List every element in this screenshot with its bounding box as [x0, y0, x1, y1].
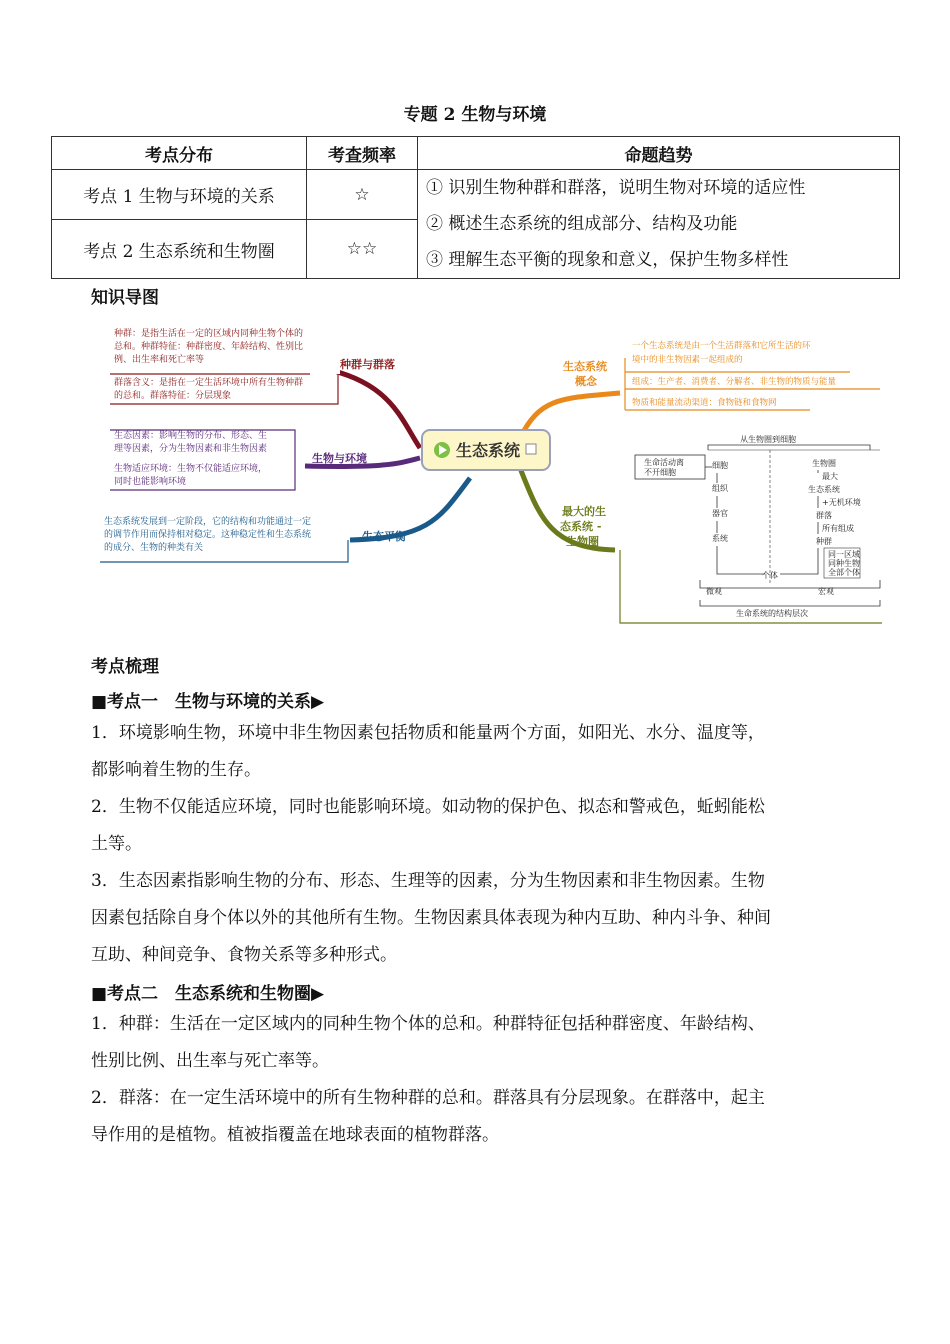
note-text: 种群：是指生活在一定的区域内同种生物个体的: [114, 329, 304, 339]
note-text: 例、出生率和死亡率等: [114, 355, 205, 365]
branch-label-population: 种群与群落: [340, 358, 395, 371]
hierarchy-individual: 个体: [762, 571, 778, 580]
hierarchy-tissue: 组织: [712, 484, 728, 493]
hierarchy-note: 最大: [822, 472, 838, 481]
hierarchy-biosphere: 生物圈: [812, 459, 836, 468]
hierarchy-population: 种群: [816, 537, 832, 546]
hierarchy-organ: 器官: [712, 509, 728, 518]
side-note: 不开细胞: [644, 468, 676, 477]
trend-cell: [418, 170, 900, 279]
branch-label-environment: 生物与环境: [312, 452, 367, 465]
trend-item: ③ 理解生态平衡的现象和意义，保护生物多样性: [426, 250, 789, 270]
topic-cell: 考点 1 生物与环境的关系: [52, 170, 307, 220]
branch-label-concept: 生态系统: [563, 360, 607, 373]
note-text: 生态因素：影响生物的分布、形态、生: [114, 431, 268, 441]
header-frequency: 考查频率: [307, 137, 418, 170]
hierarchy-community: 群落: [816, 511, 832, 520]
paragraph: [91, 1006, 866, 1154]
text-line: 性别比例、出生率与死亡率等。: [91, 1051, 329, 1071]
text-line: 导作用的是植物。植被指覆盖在地球表面的植物群落。: [91, 1125, 499, 1145]
header-trend: 命题趋势: [418, 137, 900, 170]
hierarchy-macro: 宏观: [818, 587, 834, 596]
hierarchy-note: 同一区域: [828, 550, 860, 559]
note-icon: [526, 444, 536, 454]
note-text: 群落含义：是指在一定生活环境中所有生物种群: [114, 378, 304, 388]
text-line: 都影响着生物的生存。: [91, 760, 261, 780]
frequency-cell: ☆☆: [307, 220, 418, 279]
hierarchy-diagram: [635, 434, 880, 618]
branch-label-balance: 生态平衡: [362, 530, 406, 543]
note-text: 组成：生产者、消费者、分解者、非生物的物质与能量: [632, 377, 837, 387]
mindmap-heading: 知识导图: [91, 288, 159, 308]
note-text: 总和。种群特征：种群密度、年龄结构、性别比: [114, 342, 304, 352]
hierarchy-micro: 微观: [706, 587, 722, 596]
hierarchy-bottom-label: 生命系统的结构层次: [736, 609, 808, 618]
text-line: 2．生物不仅能适应环境，同时也能影响环境。如动物的保护色、拟态和警戒色，蚯蚓能松: [91, 797, 765, 817]
trend-item: ② 概述生态系统的组成部分、结构及功能: [426, 214, 738, 234]
trend-item: ① 识别生物种群和群落，说明生物对环境的适应性: [426, 178, 806, 198]
frequency-cell: ☆: [307, 170, 418, 220]
note-text: 同时也能影响环境: [114, 477, 187, 487]
knowledge-mindmap: [100, 318, 882, 624]
note-text: 的成分、生物的种类有关: [104, 543, 204, 553]
hierarchy-note: +无机环境: [822, 498, 861, 507]
note-text: 境中的非生物因素一起组成的: [632, 355, 743, 365]
text-line: 互助、种间竞争、食物关系等多种形式。: [91, 945, 397, 965]
note-text: 理等因素，分为生物因素和非生物因素: [114, 444, 268, 454]
hierarchy-note: 所有组成: [822, 524, 854, 533]
branch-label-concept: 概念: [575, 375, 597, 388]
branch-label-biosphere: 生物圈: [566, 535, 599, 548]
hierarchy-top-label: 从生物圈到细胞: [740, 435, 796, 444]
section-2-heading: ■考点二 生态系统和生物圈▶: [91, 984, 325, 1004]
hierarchy-ecosystem: 生态系统: [808, 485, 840, 494]
hierarchy-cell: 细胞: [712, 461, 728, 470]
note-text: 的总和。群落特征：分层现象: [114, 391, 232, 401]
branch-line-population: [310, 366, 420, 448]
paragraph: [91, 715, 866, 974]
review-heading: 考点梳理: [91, 657, 159, 677]
text-line: 1．环境影响生物，环境中非生物因素包括物质和能量两个方面，如阳光、水分、温度等，: [91, 723, 765, 743]
hierarchy-note: 全部个体: [828, 568, 860, 577]
branch-label-biosphere: 态系统 -: [560, 520, 602, 533]
side-note: 生命活动离: [644, 458, 684, 467]
branch-label-biosphere: 最大的生: [562, 505, 606, 518]
header-topic: 考点分布: [52, 137, 307, 170]
note-text: 的调节作用而保持相对稳定。这种稳定性和生态系统: [104, 530, 312, 540]
text-line: 土等。: [91, 834, 142, 854]
table-row: [52, 170, 900, 220]
topic-distribution-table: [51, 136, 900, 279]
table-header-row: [52, 137, 900, 170]
center-node-label: 生态系统: [456, 441, 521, 460]
note-text: 生物适应环境：生物不仅能适应环境，: [114, 464, 268, 474]
topic-cell: 考点 2 生态系统和生物圈: [52, 220, 307, 279]
text-line: 2．群落：在一定生活环境中的所有生物种群的总和。群落具有分层现象。在群落中，起主: [91, 1088, 765, 1108]
note-text: 物质和能量流动渠道：食物链和食物网: [632, 398, 777, 408]
text-line: 1．种群：生活在一定区域内的同种生物个体的总和。种群特征包括种群密度、年龄结构、: [91, 1014, 765, 1034]
hierarchy-note: 同种生物: [828, 559, 860, 568]
note-text: 一个生态系统是由一个生活群落和它所生活的环: [632, 341, 811, 351]
hierarchy-system: 系统: [712, 534, 728, 543]
section-1-heading: ■考点一 生物与环境的关系▶: [91, 692, 325, 712]
page-title: 专题 2 生物与环境: [403, 105, 547, 125]
text-line: 因素包括除自身个体以外的其他所有生物。生物因素具体表现为种内互助、种内斗争、种间: [91, 908, 771, 928]
note-text: 生态系统发展到一定阶段，它的结构和功能通过一定: [104, 517, 312, 527]
text-line: 3．生态因素指影响生物的分布、形态、生理等的因素，分为生物因素和非生物因素。生物: [91, 871, 765, 891]
